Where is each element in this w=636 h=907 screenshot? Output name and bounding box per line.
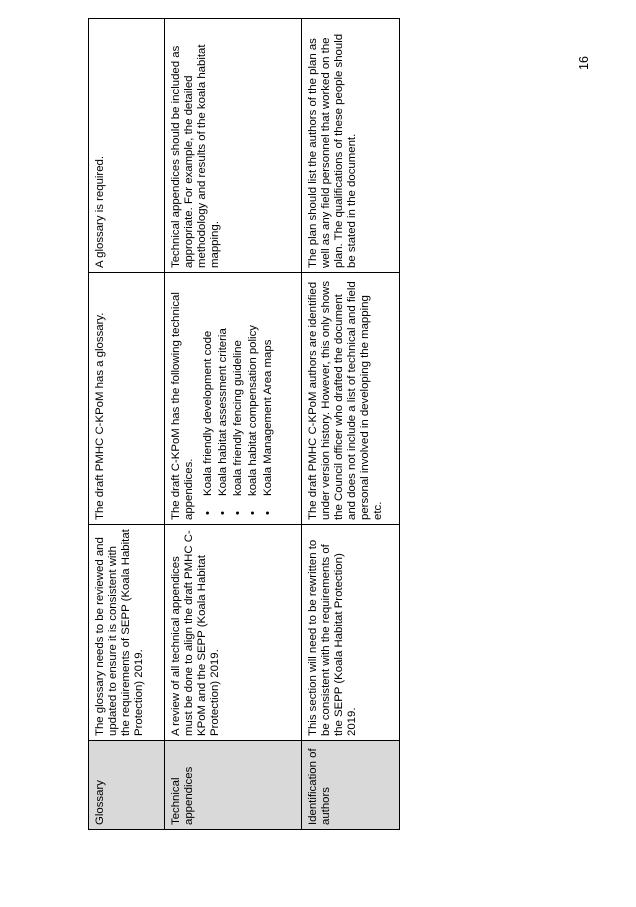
bullet-icon: • [247,511,259,515]
bullet-icon: • [217,511,229,515]
bullet-icon: • [232,511,244,515]
list-item: • Koala Management Area maps [262,339,274,515]
list-item: • koala friendly fencing guideline [232,340,244,515]
row-heading: Glossary [89,741,165,830]
bullet-icon: • [262,511,274,515]
list-item: • koala habitat compensation policy [247,325,259,515]
requirement-cell: The glossary needs to be reviewed and updated to ensure it is consistent with the requirements of SEPP (Koala Habitat Protection) 2019. [89,525,165,741]
appendix-list [202,277,275,520]
row-heading: Technical appendices [165,741,302,830]
page-number: 16 [577,56,591,70]
table-row-glossary [89,19,165,830]
bullet-icon: • [202,511,214,515]
recommendation-cell: A glossary is required. [89,19,165,273]
table-row-technical-appendices [165,19,302,830]
requirement-cell: This section will need to be rewritten to be consistent with the requirements of the SEPP (Koala Habitat Protection) 2019. [302,525,400,741]
requirement-cell: A review of all technical appendices must be done to align the draft PMHC C-KPoM and the SEPP (Koala Habitat Protection) 2019. [165,525,302,741]
list-item: • Koala friendly development code [202,330,214,515]
row-heading: Identification of authors [302,741,400,830]
review-table [88,18,400,830]
observation-cell: The draft PMHC C-KPoM has a glossary. [89,273,165,525]
recommendation-cell: The plan should list the authors of the plan as well as any field personnel that worked on the plan. The qualifications of these people should be stated in the document. [302,19,400,273]
table-row-identification-of-authors [302,19,400,830]
observation-cell [165,273,302,525]
observation-cell: The draft PMHC C-KPoM authors are identified under version history. However, this only shows the Council officer who drafted the document and does not include a list of technical and field personal involved in developing the mapping etc. [302,273,400,525]
recommendation-cell: Technical appendices should be included as appropriate. For example, the detailed methodology and results of the koala habitat mapping. [165,19,302,273]
observation-intro: The draft C-KPoM has the following technical appendices. [170,292,195,520]
list-item: • Koala habitat assessment criteria [217,328,229,515]
